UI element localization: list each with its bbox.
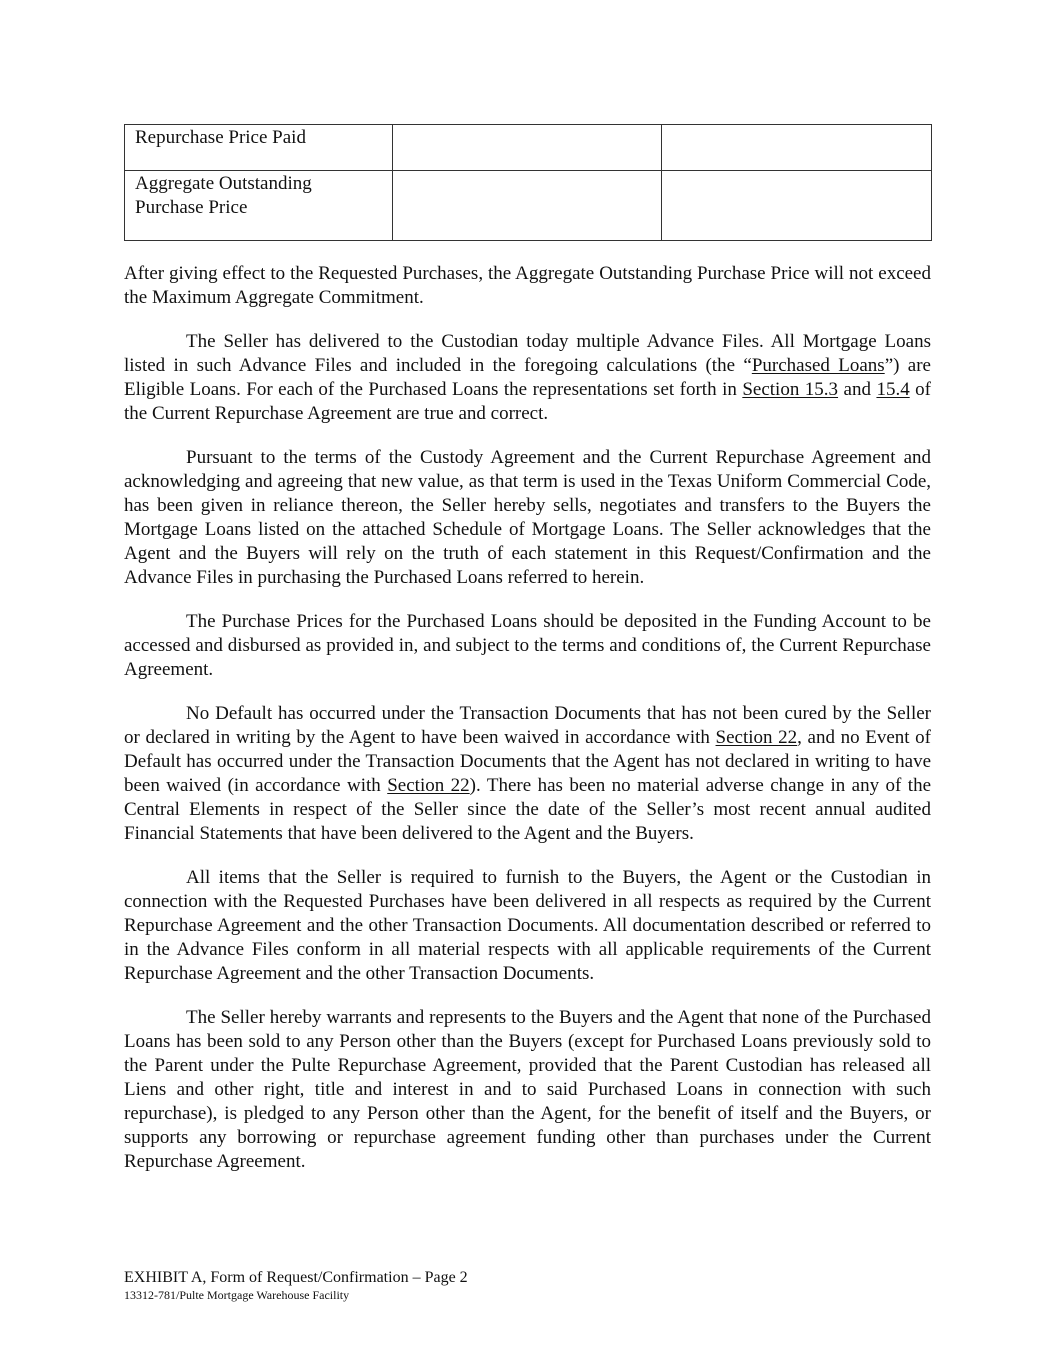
- text-run: ). There has been no material adverse change in any of the Central Elements in respect of the Seller since the date of the Seller’s most recent annual audited Financial Statements that have been delivered to the Agent and the Buyers.: [124, 775, 932, 844]
- paragraph-custody-agreement: Pursuant to the terms of the Custody Agreement and the Current Repurchase Agreement and acknowledging and agreeing that new value, as that term is used in the Texas Uniform Commercial Code, has been given in reliance thereon, the Seller hereby sells, negotiates and transfers to the Buyers the Mortgage Loans listed on the attached Schedule of Mortgage Loans. The Seller acknowledges that the Agent and the Buyers will rely on the truth of each statement in this Request/Confirmation and the Advance Files in purchasing the Purchased Loans referred to herein.: [124, 447, 931, 588]
- row-label-aggregate-outstanding: [125, 171, 393, 241]
- table-cell: [662, 125, 932, 171]
- text-run: and: [838, 379, 877, 400]
- table-row: [125, 125, 932, 171]
- link-section-15-3[interactable]: Section 15.3: [742, 379, 839, 400]
- paragraph-warranties: The Seller hereby warrants and represents to the Buyers and the Agent that none of the Purchased Loans has been sold to any Person other than the Buyers (except for Purchased Loans previously sold to the Parent under the Pulte Repurchase Agreement, provided that the Parent Custodian has released all Liens and other right, title and interest in and to said Purchased Loans in connection with such repurchase), is pledged to any Person other than the Agent, for the benefit of itself and the Buyers, or supports any borrowing or repurchase agreement funding other than purchases under the Current Repurchase Agreement.: [124, 1007, 931, 1172]
- table-cell: [662, 171, 932, 241]
- link-purchased-loans[interactable]: Purchased Loans: [751, 355, 885, 376]
- paragraph-items-furnished: All items that the Seller is required to furnish to the Buyers, the Agent or the Custodian in connection with the Requested Purchases have been delivered in all respects as required by the Current Repurchase Agreement and the other Transaction Documents. All documentation described or referred to in the Advance Files conform in all material respects with all applicable requirements of the Current Repurchase Agreement and the other Transaction Documents.: [124, 867, 931, 984]
- page-footer: [124, 1268, 824, 1302]
- text-run: of the Current Repurchase Agreement are true and correct.: [124, 379, 931, 424]
- link-section-22[interactable]: Section 22: [387, 775, 470, 796]
- text-run: The Seller has delivered to the Custodian today multiple Advance Files. All Mortgage Loans listed in such Advance Files and included in the foregoing calculations (the “: [124, 331, 931, 376]
- row-label-line: Aggregate Outstanding: [135, 173, 312, 194]
- paragraph-advance-files: [124, 330, 931, 426]
- purchase-summary-table: [124, 124, 932, 241]
- text-run: ”) are Eligible Loans. For each of the Purchased Loans the representations set forth in: [124, 355, 931, 400]
- table-cell: [393, 171, 662, 241]
- paragraph-no-default: [124, 702, 931, 846]
- paragraph-aggregate-commitment: After giving effect to the Requested Purchases, the Aggregate Outstanding Purchase Price will not exceed the Maximum Aggregate Commitment.: [124, 263, 931, 308]
- text-run: No Default has occurred under the Transaction Documents that has not been cured by the Seller or declared in writing by the Agent to have been waived in accordance with: [124, 703, 931, 748]
- row-label-line: Purchase Price: [135, 197, 248, 218]
- footer-exhibit-label: EXHIBIT A, Form of Request/Confirmation – Page 2: [124, 1269, 468, 1286]
- table-cell: [393, 125, 662, 171]
- text-run: , and no Event of Default has occurred under the Transaction Documents that the Agent has not declared in writing to have been waived (in accordance with: [124, 727, 931, 796]
- link-section-15-4[interactable]: 15.4: [876, 379, 910, 400]
- table-row: [125, 171, 932, 241]
- footer-document-id: 13312-781/Pulte Mortgage Warehouse Facility: [124, 1288, 350, 1302]
- paragraph-purchase-prices: The Purchase Prices for the Purchased Loans should be deposited in the Funding Account to be accessed and disbursed as provided in, and subject to the terms and conditions of, the Current Repurchase Agreement.: [124, 611, 931, 680]
- document-page: [124, 124, 931, 1174]
- row-label-repurchase-price-paid: Repurchase Price Paid: [125, 125, 393, 171]
- link-section-22[interactable]: Section 22: [715, 727, 798, 748]
